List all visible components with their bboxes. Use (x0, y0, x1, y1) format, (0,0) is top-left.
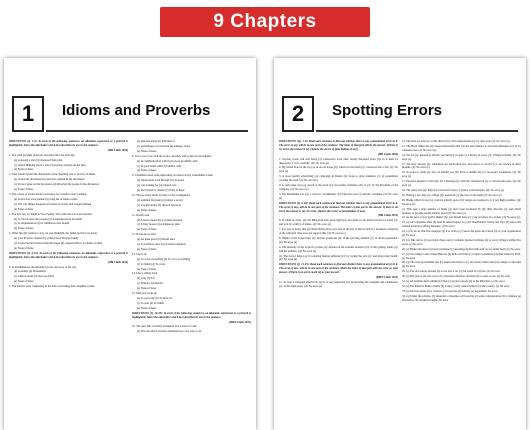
option-text: (c) A worthless place (d) A useless situation (137, 243, 186, 247)
question-text: 16. In order to claim (a)/ any tax benefit you (b)/ have to submit the (c)/ necessary documents. (d)/ No error (e) (402, 171, 521, 179)
option-text: (e) None of these (137, 149, 157, 153)
option-text: (e) None of these (137, 306, 157, 310)
question-text: 6. In times of crisis, (a)/ the Bhagavad Gita gives light (b)/ and guide to the mind tortured by doubt (c)/ and torn by conflict of duties. (d)/ No error (e) (279, 219, 398, 227)
chapter-underline (316, 130, 518, 132)
option-text: (a) be forced upon the people (b) be announced but not made (14, 217, 83, 221)
question-text: 3. The course of events made it necessary for Joseph to start working. (9, 192, 87, 196)
question-text: 3. A good quality advertising (a)/ campaign in Russia (b)/ hope to draw attention (c)/ of pedestrians crossing the road. (d)/ No error (e) (279, 175, 398, 183)
question-text: 10. The secretary made an entry of the arrangement. (132, 193, 191, 197)
option-text: (e) None of these (14, 280, 34, 284)
chapter-number: 1 (12, 96, 44, 132)
option-text: (e) None of these (14, 168, 34, 172)
question-text: 12. Never-never land (132, 233, 156, 237)
question-text: 12. The land records (a)/ of this district (b)/ will computerised (c)/ by next year. (d)/ No error (e) (402, 140, 510, 143)
option-text: (c) was looking for (d) tripped over (137, 184, 177, 188)
chapter-header (12, 96, 248, 134)
page-left (4, 58, 256, 430)
chapter-title: Idioms and Proverbs (62, 102, 211, 119)
question-text: 23. (a) All companies must (b) send its annual report to (c) its shareholders twenty-one days (d) before the Annual General (e) Body Meeting. (f) No error (402, 221, 521, 229)
option-text: (c) The way things happened (d) series of events that Joseph planned (14, 202, 92, 206)
banner-label: 9 Chapters (213, 11, 317, 32)
directions-text: DIRECTIONS (Q. 1-5): In each of the following sentences, an idiomatic expression or a proverb is highlighted. Select the alternative which best describes its use in the sentence. (9, 140, 128, 147)
directions-text: DIRECTIONS (Qs. 1-5): Read each sentence to find out whether there is any grammatical error in it. The error, if any will be in one part of the sentence. The letter of that part will be the answer. If there is No error, the answer is (e). (Ignore the errors of punctuation, if any) (279, 140, 398, 151)
question-text: 2. My friend lived at the top (a)/ of an old house (b)/ which we had been (c)/ converted into a flat. (d)/ No error (e) (279, 166, 398, 174)
option-text: (a) The start that I recently attempted was very easy to do (137, 330, 202, 334)
chapters-banner (160, 7, 370, 37)
question-text: 9. The intensity of the tropical cyclone (a)/ depend on the extreme violence (b)/ of the gusting winds (c)/ and the pollutes. (d)/ No error (e) (279, 245, 398, 253)
chapter-underline (46, 130, 248, 132)
exam-source: (SBI Clerk 2011) (377, 214, 398, 218)
option-text: (a) Lazy (b) Fat (137, 277, 155, 281)
option-text: (c) without doubt (d) most probably (14, 275, 55, 279)
page-body (9, 140, 251, 430)
question-text: 13. The Head Office has (a)/ issued instructions that (b)/ the performance of all Zonal Managers (c)/ be by someone else. (d)/ No error (e) (402, 144, 521, 152)
question-text: 7. It is one of many fine (a)/ Ram Mohan Roy (a) is one of the (b)/ to match with (c)/ foremost a majority of the educated class does not support this. (d)/ No error (e) (279, 228, 398, 236)
text-column (279, 140, 398, 430)
chapter-title: Spotting Errors (332, 102, 443, 119)
question-text: 5. When the girl wanted to stay out past midnight, her father put his foot down. (9, 232, 98, 236)
option-text: (a) started the discussion (b) gave her opinion in the discussion (14, 178, 85, 182)
question-text: 15. We have already (a)/ submitted our application (b)/ and expect to receive (c)/ our licence in three months. (d)/ No error (e) (402, 162, 521, 170)
exam-source: (IBPS Clerk 2011) (229, 320, 251, 324)
exam-source: (SBI Clerk 2010) (107, 148, 128, 152)
option-text: (a) ignorant about (b) informed of (137, 140, 175, 143)
question-text: 1. Nuclear waste will still being (a)/ radioactive even after twenty thousand years (b)/ so it must be disposed (c)/ very carefully. (d)/ No error (e) (279, 157, 398, 165)
option-text: (e) None of these (14, 227, 34, 231)
option-text: (c) started thinking about a plan (d) started carrying out the plan (14, 163, 86, 167)
question-text: 29. (a) The old couple decided (b) to not buy a car (c) but travel by (d) bus. (e) No error (402, 270, 501, 274)
option-text: (c) be implemented (d) be withdrawn next month (14, 222, 70, 226)
question-text: 11. To treat a company effectively (a)/ it is very important (b)/ in knowing the strengths and weaknesses (c)/ of the employees. (d)/ No error (e) (279, 281, 398, 288)
question-text: 34. (a) Under the scheme, (b) insurance companies will provide (c) some compensation (d) to farmers (e) affected by the original drought. No error (402, 294, 521, 302)
directions-text: DIRECTIONS (Q. 6-10): In each of the following sentences, an idiomatic expression or a proverb is highlighted. Select the alternative which best describes its use in the sentence. (9, 251, 128, 259)
question-text: 9. I stumbled upon some interesting old letters in my Grandfather's desk. (132, 174, 214, 178)
question-text: 14. We are (a)/ pleased to inform you that (b)/ in spite of a library in every (c)/ villages in India. (d)/ No error (e) (402, 153, 521, 161)
option-text: (a) To get ready (b) To improve (137, 297, 173, 300)
question-text: 17. We have planned to hold (a)/ for a meeting (b)/ with the Chairperson (c)/ to discuss the issue. (d)/ No error (e) (402, 180, 521, 188)
question-text: 11. Doesn't suit (132, 213, 150, 217)
question-text: 15. Pull your socks up (132, 292, 157, 296)
chapter-number: 2 (282, 96, 314, 132)
option-text: (a) events that were planned (b) long list of future events (14, 197, 78, 201)
question-text: 25. (a) This aim is (b) provided cheap and (c) reliable internet facilities (d) to every villager within five years. (e) No error (402, 238, 521, 246)
question-text: 16. The start that I recently attempted was a piece of cake. (132, 325, 198, 329)
question-text: 32. (a) The Reserve Bank of India (b) is the (c) only central bank in (d) the country. (e) No error (402, 285, 510, 288)
option-text: (e) None of these (137, 228, 157, 232)
text-column (9, 140, 128, 430)
chapter-header (282, 96, 518, 134)
question-text: 4. A cash prize was (a)/ award to the stock (b)/ successful candidate who is (c)/ by the President of the company. (d)/ No error (e) (279, 184, 398, 191)
directions-text: DIRECTIONS (Q. 6-10): Read each sentence to find out whether there is any grammatical error in it. The error, if any, will be in one part of the sentence. The letter of that part is the answer. If there is no error, the answer is (e). No error. (Ignore the errors of punctuation, if any). (279, 201, 398, 213)
question-text: 7. The parents were completely in the dark concerning their daughter's plans. (9, 285, 96, 289)
option-text: (e) None of these (137, 287, 157, 291)
option-text: (e) None of these (137, 247, 157, 251)
question-text: 26. (a) Bank rates have (b) been rearranged (c) keeping (d) that bank staff are (e) under heavy (f) No error (402, 247, 521, 251)
option-text: (c) A busy house (d) A dangerous plan (137, 223, 180, 227)
option-text: (c) To start (d) To finish (137, 301, 164, 305)
exam-source: (IBPS Clerk 2011) (376, 276, 398, 280)
question-text: 5. The Ratnamma was (a)/ a voter in "stocklisting" (b)/ built the sets (c)/ and the costumes. (d)/ No error (e) (279, 192, 398, 200)
option-text: (a) A hero's house (b) A violent situation (137, 218, 183, 222)
question-text: 19. During a two-day (a)/ college (b)/ preferred (c)/ the tour on the night (d)/ No error (e) (402, 193, 502, 197)
option-text: (c) Simple (d) Ignorant (137, 282, 163, 286)
question-text: 20. Banks which do not (a)/ want its priority sector (b)/ targets are required to (c)/ pay high penalties. (d)/ No error (e) (402, 198, 521, 206)
option-text: (c) obstructed her from leaving the house (d) requested her to be home on time (14, 242, 103, 246)
question-text: 21. This year a large number of funds (a)/ have been promoted by (b)/ their discount (c)/ and which promote to provide useful identity proof (d)/ No error (e) (402, 207, 521, 215)
exam-source: (SBI Clerk 2010) (377, 152, 398, 156)
option-text: (a) gave in to her request (b) walked away disapprovingly (14, 237, 79, 241)
option-text: (a) deliberately went through (b) accessed (137, 179, 184, 183)
option-text: (a) An ideal place (b) Dream land (137, 238, 175, 242)
option-text: (c) in good terms with (d) familiar with (137, 164, 182, 168)
question-text: 33. (a) We have made (b) a contract (c) to see the (d) holiday (e) September. No error (402, 289, 498, 293)
option-text: (a) in communication with (b) in close proximity with (137, 159, 198, 163)
option-text: (a) proposed a plan (b) discussed their plan (14, 158, 63, 162)
question-text: 18. The plane was (a)/ fully (b)/ reserved for the (c)/ guests at the banquet. (d)/ No error (e) (402, 188, 504, 192)
exam-source: (SBI Clerk 2011) (107, 260, 128, 264)
option-text: (e) None of these (14, 188, 34, 192)
question-text: 14. Like a sitting duck (132, 272, 158, 276)
option-text: (a) terminal discussion (b) made a record (137, 198, 183, 202)
directions-text: DIRECTIONS (Q. 16-20): In each of the following sentences, an idiomatic expression or a proverb is highlighted. Select the alternative which best describes its use in the sentence. (132, 311, 251, 319)
directions-text: DIRECTIONS (Q. 11-15): Read each sentence to find out whether there is any grammatical error in it. The error, if any, will be in one part of the sentence. Mark the letter of that part with the error as your answer. If there is no error, mark (e) as your answer. (279, 263, 398, 275)
question-text: 10. The doctor helps (a)/ in reducing human suffering (b)/ by curing the sick (c)/ and improving health. (d)/ No error (e) (279, 254, 398, 262)
top-banner (0, 0, 530, 42)
question-text: 13. Cap it all (132, 252, 147, 256)
question-text: 6. In all likelihood, the missing boy has run away to the city. (9, 265, 77, 269)
page-right (274, 58, 526, 430)
question-text: 27. (a) According to the Census Bureau, (b) India will have (c) a more population (d) than China by 2025. (e) No error (402, 252, 521, 260)
option-text: (c) To finish (d) To cover (137, 262, 166, 266)
text-column (132, 140, 251, 430)
question-text: 28. (a) The state government has (b) issued directions to (c) all private clinics that (d) comply to the rules (e) No error (402, 261, 521, 269)
option-text: (a) To cover everything (b) To score everything (137, 257, 191, 261)
option-text: (c) brought notice (d) showed approval (137, 203, 181, 207)
option-text: (e) None of these (137, 169, 157, 173)
question-text: 4. The new law on 'Right to Food Safety' will come into force next month. (9, 212, 93, 216)
question-text: 24. (a) To be an effective manager (b) it is vital to (c) know the goals and vision (d) of your organisation (e) No error (402, 230, 521, 238)
option-text: (e) None of these (137, 267, 157, 271)
question-text: 2. Uma Tandel spread the discussion as the 'alarming rate of poverty in India'. (9, 173, 96, 177)
option-text: (c) did not agree on the discussion (d) informed the people in the discussion (14, 183, 99, 187)
question-text: 8. Dipika of the Green hope (a)/ and the grandsons (b)/ of the growing demand (c)/ of urban population. (d)/ No error (e) (279, 236, 398, 244)
question-text: 30. (a) The plot to (b) sell a part of (c) business therefore decided (d) to open a loan. (e) No error (402, 275, 511, 279)
question-text: 31. (a) All students must submit (b) their (c) project reports (d) to the Principal. (e) No error (402, 280, 505, 284)
option-text: (e) None of these (137, 208, 157, 212)
question-text: 22. As the price of (a)/ gold is higher (b)/ you should keep (c)/ your jewellery in a locker. (d)/ No error (e) (402, 216, 521, 220)
option-text: (c) pretending to be unaware (d) unhappy about (137, 144, 191, 148)
page-body (279, 140, 521, 430)
option-text: (e) None of these (14, 207, 34, 211)
question-text: 1. The team put their plan into execution the very next day. (9, 153, 76, 157)
option-text: (e) discovered by chance (f) None of these (137, 189, 185, 193)
option-text: (a) Certainly (b) Presumably (14, 270, 47, 274)
question-text: 8. Lee is toe to toe with the police, and they will be here in ten minutes. (132, 154, 213, 158)
text-column (402, 140, 521, 430)
option-text: (e) None of these (14, 246, 34, 250)
